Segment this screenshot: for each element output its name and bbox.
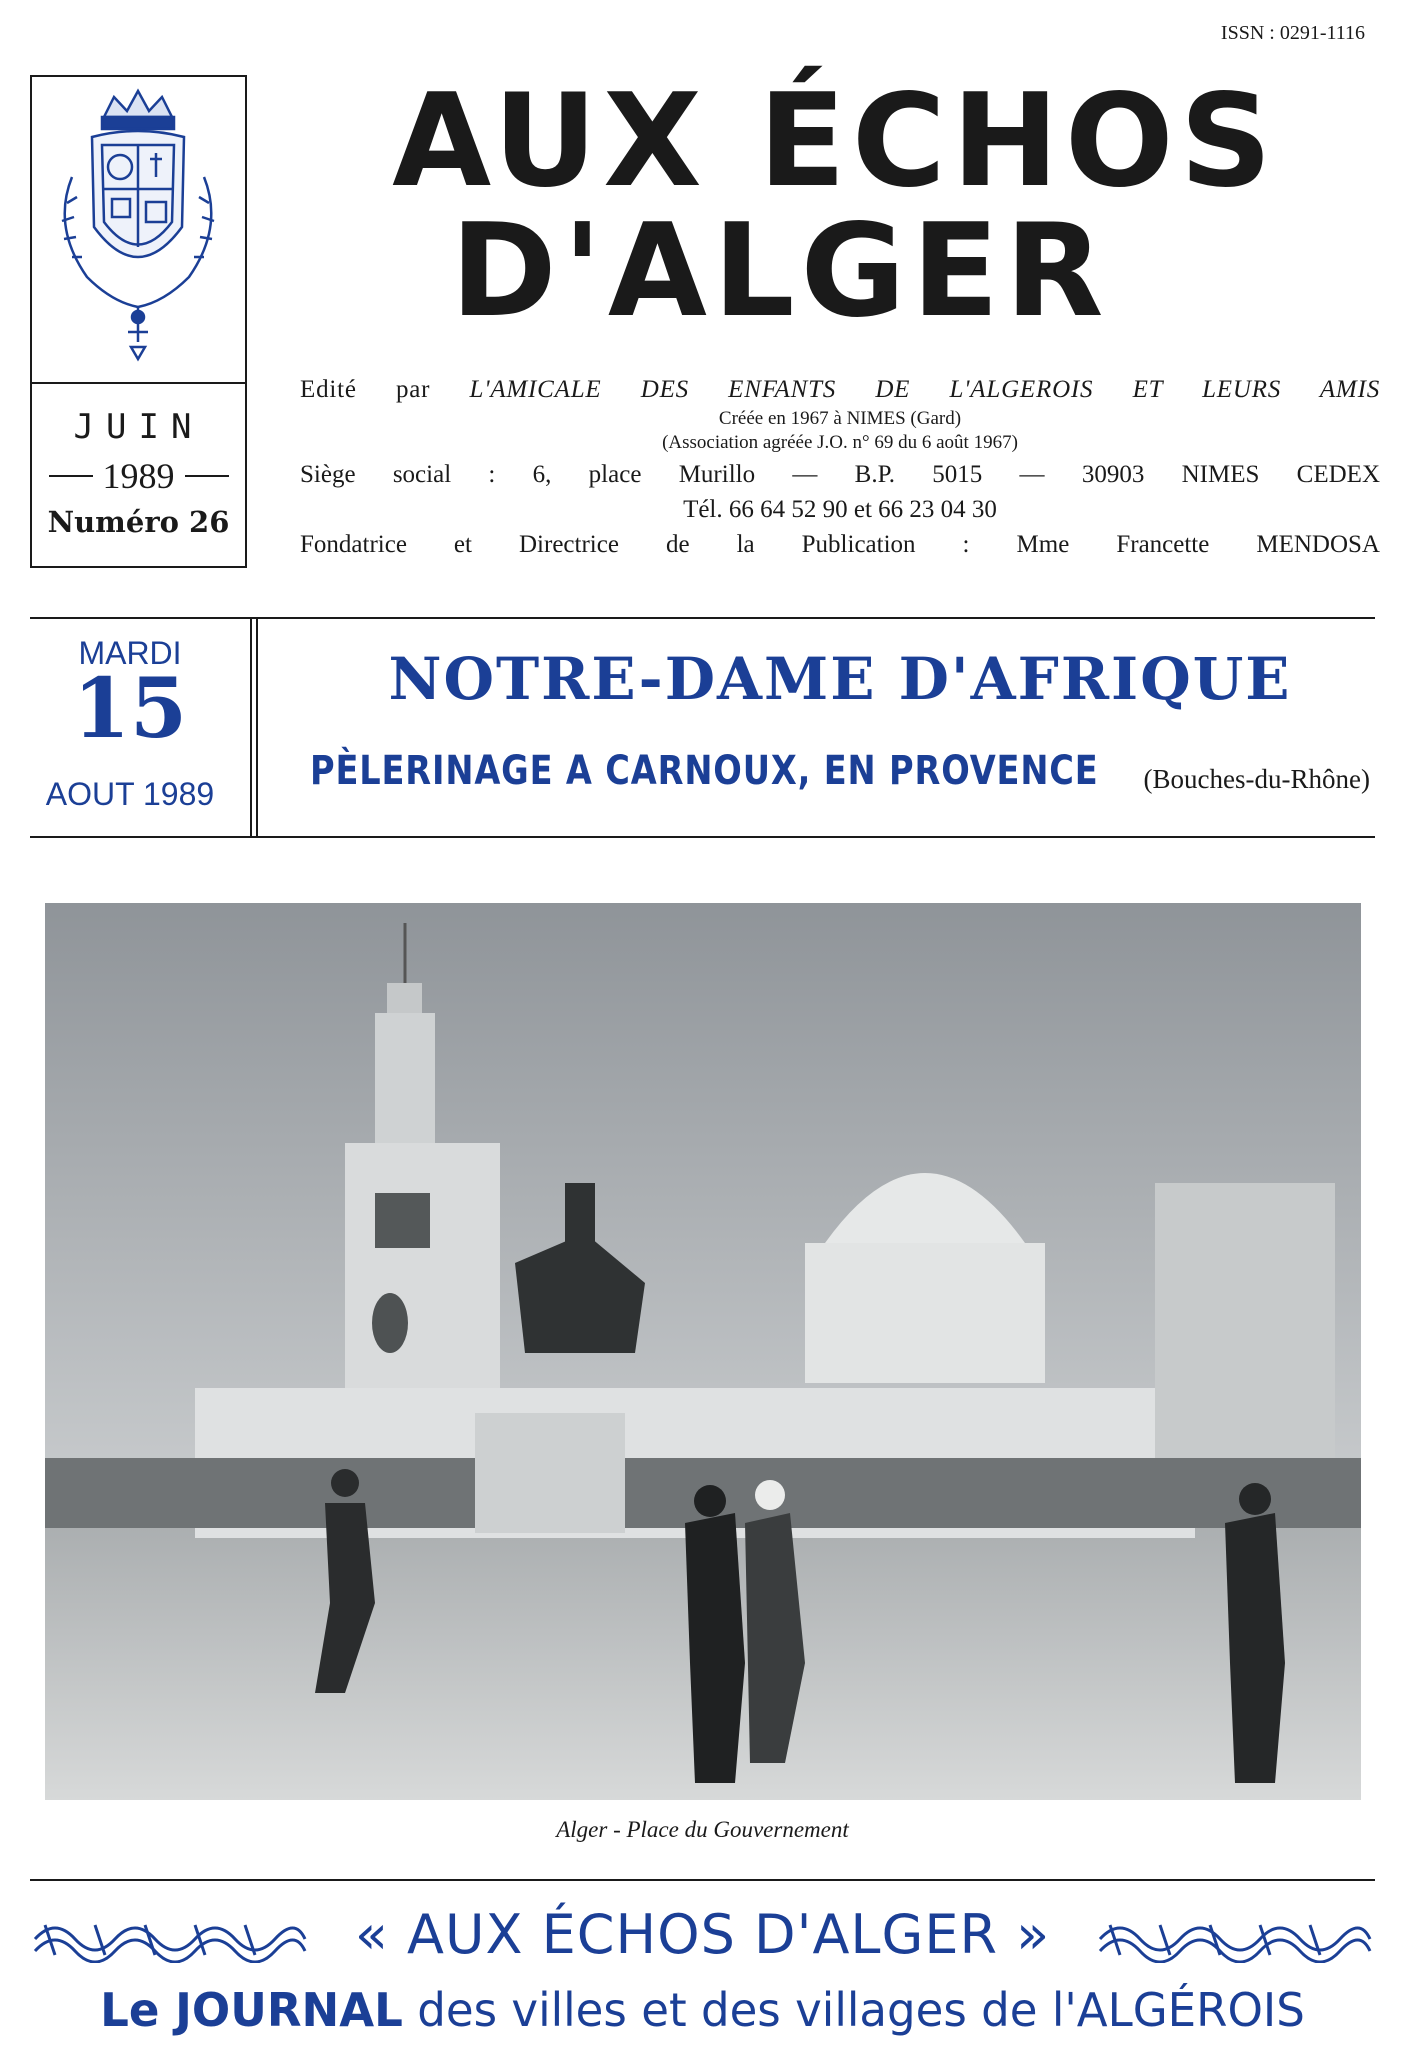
event-region: (Bouches-du-Rhône): [1143, 764, 1370, 794]
event-month-year: AOUT 1989: [45, 776, 215, 812]
issue-month: JUIN: [73, 407, 204, 447]
event-day: 15: [72, 661, 188, 757]
address-line: Siège social : 6, place Murillo — B.P. 5015 — 30903 NIMES CEDEX: [300, 461, 1380, 488]
issue-year: 1989: [102, 456, 175, 496]
date-divider: [250, 617, 258, 836]
year-dash-left: [49, 475, 93, 477]
arabesque-ornament-right-icon: [1095, 1915, 1375, 1963]
director-line: Fondatrice et Directrice de la Publication : Mme Francette MENDOSA: [300, 531, 1380, 558]
footer-slogan: « AUX ÉCHOS D'ALGER »: [354, 1903, 1051, 1966]
publisher-line: [300, 375, 1380, 405]
place-du-gouvernement-photo: [45, 903, 1361, 1800]
event-weekday: MARDI: [78, 635, 182, 671]
event-title: NOTRE-DAME D'AFRIQUE: [388, 645, 1292, 713]
association-line: (Association agréée J.O. n° 69 du 6 août 1967): [662, 432, 1018, 453]
year-dash-right: [185, 475, 229, 477]
masthead-line-2: D'ALGER: [450, 197, 1110, 346]
publisher-prefix: Edité par: [300, 376, 470, 403]
footer-tagline-rest: des villes et des villages de l'ALGÉROIS: [402, 1983, 1305, 2037]
issue-box-divider: [32, 382, 245, 384]
phone-line: Tél. 66 64 52 90 et 66 23 04 30: [683, 496, 997, 523]
issue-year-row: [32, 455, 245, 497]
footer-tagline-bold: Le JOURNAL: [100, 1983, 403, 2037]
event-subtitle: PÈLERINAGE A CARNOUX, EN PROVENCE: [310, 748, 1099, 794]
arabesque-ornament-left-icon: [30, 1915, 310, 1963]
masthead-line-1: AUX ÉCHOS: [392, 67, 1278, 216]
rule-bottom: [30, 1879, 1375, 1881]
coat-of-arms-logo: [32, 77, 245, 377]
footer-tagline: [39, 1985, 1367, 2036]
issn-number: ISSN : 0291-1116: [1220, 22, 1365, 44]
founded-line: Créée en 1967 à NIMES (Gard): [718, 408, 962, 429]
photo-caption: Alger - Place du Gouvernement: [556, 1817, 849, 1842]
issue-box: [30, 75, 247, 568]
publisher-name: L'AMICALE DES ENFANTS DE L'ALGEROIS ET LEURS AMIS: [469, 376, 1380, 403]
rule-middle: [30, 836, 1375, 838]
rule-top: [30, 617, 1375, 619]
issue-number: Numéro 26: [47, 505, 230, 539]
